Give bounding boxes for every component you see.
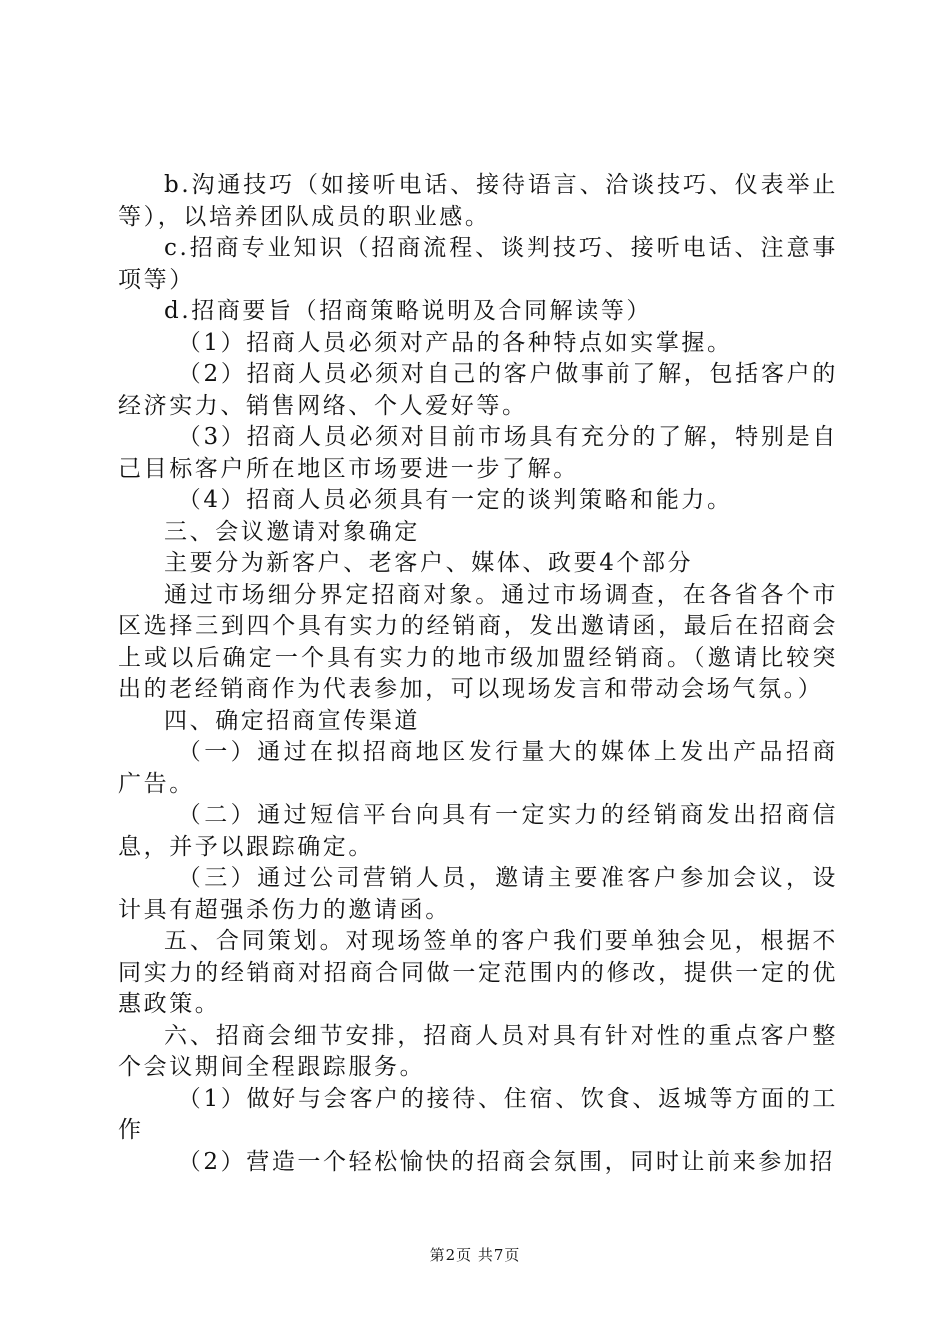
detail-item-1: （1）做好与会客户的接待、住宿、饮食、返城等方面的工作 bbox=[118, 1085, 838, 1143]
channel-item-2: （二）通过短信平台向具有一定实力的经销商发出招商信息，并予以跟踪确定。 bbox=[118, 802, 838, 860]
paragraph-b-communication: b.沟通技巧（如接听电话、接待语言、洽谈技巧、仪表举止等），以培养团队成员的职业感。 bbox=[118, 172, 838, 230]
channel-item-1: （一）通过在拟招商地区发行量大的媒体上发出产品招商广告。 bbox=[118, 739, 838, 797]
section-heading-4: 四、确定招商宣传渠道 bbox=[164, 707, 420, 734]
section-heading-5: 五、合同策划。对现场签单的客户我们要单独会见，根据不同实力的经销商对招商合同做一定范围内的修改，提供一定的优惠政策。 bbox=[118, 928, 838, 1017]
section-heading-6: 六、招商会细节安排，招商人员对具有针对性的重点客户整个会议期间全程跟踪服务。 bbox=[118, 1022, 838, 1080]
list-item-3: （3）招商人员必须对目前市场具有充分的了解，特别是自己目标客户所在地区市场要进一步了解。 bbox=[118, 424, 838, 482]
channel-item-3: （三）通过公司营销人员，邀请主要准客户参加会议，设计具有超强杀伤力的邀请函。 bbox=[118, 865, 838, 923]
paragraph-invitees: 主要分为新客户、老客户、媒体、政要4个部分 bbox=[164, 550, 694, 576]
list-item-1: （1）招商人员必须对产品的各种特点如实掌握。 bbox=[177, 329, 733, 356]
document-body bbox=[118, 170, 838, 1178]
paragraph-c-knowledge: c.招商专业知识（招商流程、谈判技巧、接听电话、注意事项等） bbox=[118, 235, 838, 293]
page-footer: 第2页 共7页 bbox=[429, 1246, 521, 1264]
list-item-4: （4）招商人员必须具有一定的谈判策略和能力。 bbox=[177, 487, 733, 513]
section-heading-3: 三、会议邀请对象确定 bbox=[164, 518, 420, 545]
paragraph-market-segmentation: 通过市场细分界定招商对象。通过市场调查，在各省各个市区选择三到四个具有实力的经销商，发出邀请函，最后在招商会上或以后确定一个具有实力的地市级加盟经销商。（邀请比较突出的老经销商作为代表参加，可以现场发言和带动会场气氛。） bbox=[118, 581, 838, 702]
list-item-2: （2）招商人员必须对自己的客户做事前了解，包括客户的经济实力、销售网络、个人爱好等。 bbox=[118, 361, 838, 419]
paragraph-d-essentials: d.招商要旨（招商策略说明及合同解读等） bbox=[164, 298, 653, 324]
detail-item-2: （2）营造一个轻松愉快的招商会氛围，同时让前来参加招 bbox=[177, 1148, 836, 1175]
